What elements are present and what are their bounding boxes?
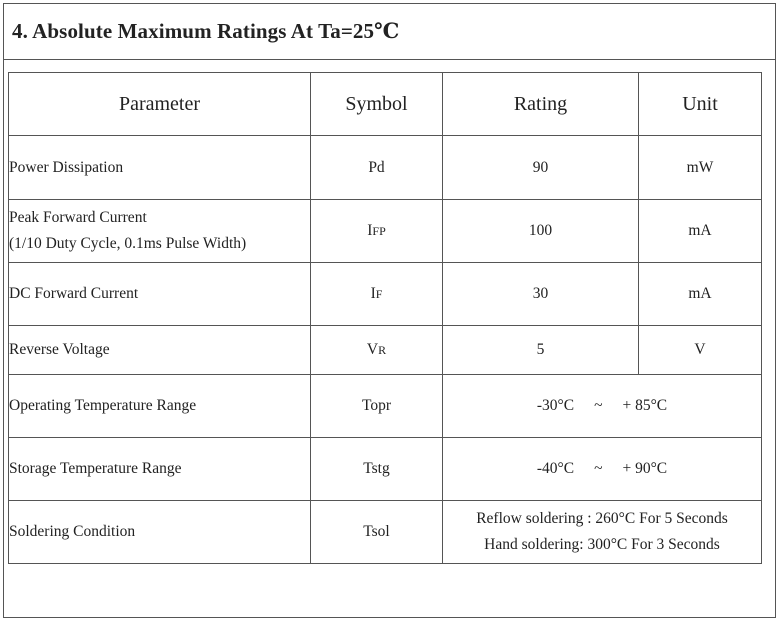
symbol-main: V [366, 341, 379, 358]
unit-cell: mA [639, 200, 762, 263]
param-cell: Storage Temperature Range [9, 438, 311, 501]
symbol-main: I [370, 285, 376, 302]
param-line: Peak Forward Current [9, 209, 147, 226]
param-cell: Operating Temperature Range [9, 375, 311, 438]
param-cell: Power Dissipation [9, 136, 311, 200]
table-row [9, 438, 762, 501]
param-cell: DC Forward Current [9, 263, 311, 326]
rating-line: Reflow soldering : 260°C For 5 Seconds [476, 510, 728, 527]
header-row [9, 73, 762, 136]
symbol-sub: R [378, 343, 387, 357]
header-rating: Rating [443, 73, 639, 136]
symbol-sub: F [375, 287, 383, 301]
symbol-sub: FP [372, 224, 386, 238]
symbol-cell: Tstg [311, 438, 443, 501]
unit-cell: V [639, 326, 762, 375]
rating-max: + 90°C [622, 460, 668, 477]
rating-cell: 5 [443, 326, 639, 375]
symbol-cell [311, 200, 443, 263]
header-unit: Unit [639, 73, 762, 136]
range-tilde: ~ [594, 460, 603, 477]
symbol-cell: Tsol [311, 501, 443, 564]
rating-cell: 100 [443, 200, 639, 263]
symbol-cell [311, 263, 443, 326]
header-symbol: Symbol [311, 73, 443, 136]
symbol-main: I [367, 222, 373, 239]
symbol-cell: Pd [311, 136, 443, 200]
symbol-cell [311, 326, 443, 375]
rating-range-cell [443, 375, 762, 438]
rating-max: + 85°C [622, 397, 668, 414]
table-row [9, 136, 762, 200]
rating-cell: 30 [443, 263, 639, 326]
param-cell [9, 200, 311, 263]
table-row [9, 200, 762, 263]
table-row [9, 501, 762, 564]
soldering-cell [443, 501, 762, 564]
ratings-table [8, 72, 762, 564]
table-row [9, 326, 762, 375]
rating-min: -40°C [536, 460, 575, 477]
section-title: 4. Absolute Maximum Ratings At Ta=25℃ [12, 19, 400, 43]
rating-cell: 90 [443, 136, 639, 200]
param-cell: Soldering Condition [9, 501, 311, 564]
rating-min: -30°C [536, 397, 575, 414]
unit-cell: mA [639, 263, 762, 326]
param-cell: Reverse Voltage [9, 326, 311, 375]
param-line: (1/10 Duty Cycle, 0.1ms Pulse Width) [9, 235, 247, 252]
header-parameter: Parameter [9, 73, 311, 136]
table-row [9, 263, 762, 326]
range-tilde: ~ [594, 397, 603, 414]
rating-line: Hand soldering: 300°C For 3 Seconds [484, 536, 720, 553]
unit-cell: mW [639, 136, 762, 200]
symbol-cell: Topr [311, 375, 443, 438]
table-row [9, 375, 762, 438]
section-header [4, 4, 775, 60]
rating-range-cell [443, 438, 762, 501]
